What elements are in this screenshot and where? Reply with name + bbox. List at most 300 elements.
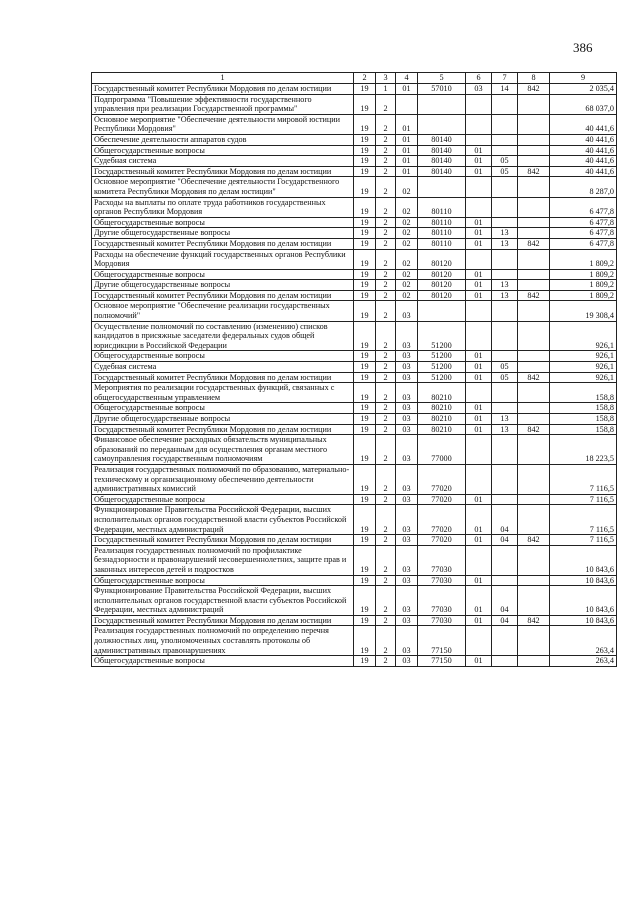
code-cell bbox=[518, 545, 550, 575]
code-cell: 2 bbox=[376, 145, 396, 156]
table-row bbox=[92, 494, 617, 505]
code-cell: 842 bbox=[518, 615, 550, 626]
code-cell: 01 bbox=[466, 615, 492, 626]
code-cell: 01 bbox=[466, 403, 492, 414]
row-name-cell: Государственный комитет Республики Мордовия по делам юстиции bbox=[92, 372, 354, 383]
code-cell: 05 bbox=[492, 166, 518, 177]
table-row bbox=[92, 424, 617, 435]
code-cell: 03 bbox=[396, 615, 418, 626]
amount-cell: 7 116,5 bbox=[550, 464, 617, 494]
table-row bbox=[92, 114, 617, 134]
code-cell: 03 bbox=[396, 494, 418, 505]
code-cell: 01 bbox=[466, 586, 492, 616]
code-cell: 05 bbox=[492, 156, 518, 167]
code-cell: 80110 bbox=[418, 197, 466, 217]
code-cell bbox=[518, 586, 550, 616]
table-row bbox=[92, 145, 617, 156]
code-cell: 03 bbox=[396, 626, 418, 656]
code-cell bbox=[418, 114, 466, 134]
code-cell bbox=[518, 217, 550, 228]
code-cell: 02 bbox=[396, 238, 418, 249]
code-cell: 01 bbox=[466, 145, 492, 156]
amount-cell: 926,1 bbox=[550, 321, 617, 351]
table-header-row bbox=[92, 73, 617, 84]
row-name-cell: Общегосударственные вопросы bbox=[92, 217, 354, 228]
row-name-cell: Основное мероприятие "Обеспечение реализации государственных полномочий" bbox=[92, 301, 354, 321]
code-cell bbox=[466, 177, 492, 197]
table-row bbox=[92, 435, 617, 465]
table-row bbox=[92, 166, 617, 177]
code-cell: 51200 bbox=[418, 351, 466, 362]
code-cell: 03 bbox=[396, 414, 418, 425]
code-cell bbox=[466, 249, 492, 269]
code-cell: 19 bbox=[354, 321, 376, 351]
code-cell bbox=[492, 351, 518, 362]
code-cell bbox=[466, 626, 492, 656]
code-cell bbox=[492, 494, 518, 505]
code-cell: 02 bbox=[396, 177, 418, 197]
code-cell: 02 bbox=[396, 290, 418, 301]
code-cell: 01 bbox=[396, 114, 418, 134]
code-cell: 19 bbox=[354, 383, 376, 403]
row-name-cell: Общегосударственные вопросы bbox=[92, 575, 354, 586]
amount-cell: 40 441,6 bbox=[550, 114, 617, 134]
amount-cell: 40 441,6 bbox=[550, 166, 617, 177]
code-cell bbox=[492, 403, 518, 414]
amount-cell: 926,1 bbox=[550, 351, 617, 362]
code-cell: 03 bbox=[396, 545, 418, 575]
code-cell: 19 bbox=[354, 535, 376, 546]
code-cell bbox=[492, 464, 518, 494]
code-cell: 19 bbox=[354, 656, 376, 667]
code-cell: 80210 bbox=[418, 414, 466, 425]
code-cell: 19 bbox=[354, 414, 376, 425]
code-cell bbox=[518, 145, 550, 156]
code-cell: 19 bbox=[354, 217, 376, 228]
code-cell: 842 bbox=[518, 290, 550, 301]
row-name-cell: Общегосударственные вопросы bbox=[92, 351, 354, 362]
code-cell: 02 bbox=[396, 197, 418, 217]
code-cell: 01 bbox=[396, 166, 418, 177]
table-row bbox=[92, 383, 617, 403]
code-cell: 19 bbox=[354, 586, 376, 616]
code-cell: 04 bbox=[492, 615, 518, 626]
row-name-cell: Другие общегосударственные вопросы bbox=[92, 228, 354, 239]
code-cell bbox=[492, 575, 518, 586]
column-header: 2 bbox=[354, 73, 376, 84]
code-cell: 03 bbox=[396, 535, 418, 546]
table-row bbox=[92, 94, 617, 114]
code-cell: 842 bbox=[518, 166, 550, 177]
amount-cell: 2 035,4 bbox=[550, 84, 617, 95]
table-row bbox=[92, 464, 617, 494]
row-name-cell: Реализация государственных полномочий по профилактике безнадзорности и правонарушений несовершеннолетних, защите прав и законных интересов детей и подростков bbox=[92, 545, 354, 575]
amount-cell: 158,8 bbox=[550, 414, 617, 425]
code-cell: 2 bbox=[376, 197, 396, 217]
code-cell: 19 bbox=[354, 435, 376, 465]
code-cell: 80210 bbox=[418, 424, 466, 435]
row-name-cell: Обеспечение деятельности аппаратов судов bbox=[92, 134, 354, 145]
code-cell: 80140 bbox=[418, 156, 466, 167]
table-row bbox=[92, 656, 617, 667]
code-cell: 01 bbox=[466, 575, 492, 586]
code-cell bbox=[518, 403, 550, 414]
table-row bbox=[92, 321, 617, 351]
column-header: 6 bbox=[466, 73, 492, 84]
code-cell: 01 bbox=[396, 134, 418, 145]
code-cell bbox=[466, 464, 492, 494]
code-cell: 2 bbox=[376, 464, 396, 494]
code-cell: 19 bbox=[354, 94, 376, 114]
code-cell: 2 bbox=[376, 615, 396, 626]
table-row bbox=[92, 280, 617, 291]
code-cell bbox=[518, 505, 550, 535]
column-header: 5 bbox=[418, 73, 466, 84]
code-cell bbox=[518, 351, 550, 362]
code-cell: 03 bbox=[396, 435, 418, 465]
code-cell bbox=[492, 114, 518, 134]
code-cell bbox=[518, 464, 550, 494]
row-name-cell: Другие общегосударственные вопросы bbox=[92, 280, 354, 291]
amount-cell: 158,8 bbox=[550, 403, 617, 414]
code-cell: 03 bbox=[466, 84, 492, 95]
table-row bbox=[92, 626, 617, 656]
code-cell bbox=[418, 177, 466, 197]
code-cell: 01 bbox=[466, 290, 492, 301]
budget-table bbox=[91, 72, 617, 667]
code-cell: 2 bbox=[376, 362, 396, 373]
code-cell: 13 bbox=[492, 280, 518, 291]
amount-cell: 8 287,0 bbox=[550, 177, 617, 197]
code-cell bbox=[418, 94, 466, 114]
code-cell: 01 bbox=[466, 280, 492, 291]
row-name-cell: Общегосударственные вопросы bbox=[92, 269, 354, 280]
code-cell: 01 bbox=[466, 217, 492, 228]
code-cell: 2 bbox=[376, 575, 396, 586]
code-cell: 19 bbox=[354, 269, 376, 280]
amount-cell: 6 477,8 bbox=[550, 228, 617, 239]
table-row bbox=[92, 269, 617, 280]
code-cell: 03 bbox=[396, 362, 418, 373]
amount-cell: 263,4 bbox=[550, 656, 617, 667]
row-name-cell: Государственный комитет Республики Мордовия по делам юстиции bbox=[92, 535, 354, 546]
code-cell: 01 bbox=[396, 156, 418, 167]
code-cell: 02 bbox=[396, 269, 418, 280]
code-cell: 19 bbox=[354, 372, 376, 383]
code-cell: 13 bbox=[492, 414, 518, 425]
code-cell: 842 bbox=[518, 372, 550, 383]
table-row bbox=[92, 414, 617, 425]
code-cell: 2 bbox=[376, 166, 396, 177]
amount-cell: 926,1 bbox=[550, 362, 617, 373]
amount-cell: 1 809,2 bbox=[550, 269, 617, 280]
table-row bbox=[92, 197, 617, 217]
amount-cell: 19 308,4 bbox=[550, 301, 617, 321]
code-cell: 2 bbox=[376, 156, 396, 167]
code-cell: 2 bbox=[376, 177, 396, 197]
code-cell: 19 bbox=[354, 166, 376, 177]
row-name-cell: Финансовое обеспечение расходных обязательств муниципальных образований по переданным для осуществления органам местного самоуправления государственным полномочиям bbox=[92, 435, 354, 465]
code-cell: 2 bbox=[376, 290, 396, 301]
row-name-cell: Мероприятия по реализации государственных функций, связанных с общегосударственным управлением bbox=[92, 383, 354, 403]
code-cell: 2 bbox=[376, 626, 396, 656]
code-cell: 03 bbox=[396, 383, 418, 403]
row-name-cell: Государственный комитет Республики Мордовия по делам юстиции bbox=[92, 166, 354, 177]
code-cell: 01 bbox=[466, 505, 492, 535]
table-row bbox=[92, 535, 617, 546]
code-cell: 2 bbox=[376, 217, 396, 228]
code-cell: 19 bbox=[354, 545, 376, 575]
row-name-cell: Функционирование Правительства Российской Федерации, высших исполнительных органов государственной власти субъектов Российской Федерации, местных администраций bbox=[92, 586, 354, 616]
code-cell: 842 bbox=[518, 84, 550, 95]
code-cell: 03 bbox=[396, 403, 418, 414]
code-cell: 2 bbox=[376, 656, 396, 667]
code-cell: 80140 bbox=[418, 145, 466, 156]
code-cell bbox=[418, 301, 466, 321]
code-cell bbox=[466, 94, 492, 114]
amount-cell: 1 809,2 bbox=[550, 280, 617, 291]
code-cell: 02 bbox=[396, 249, 418, 269]
code-cell: 19 bbox=[354, 114, 376, 134]
code-cell bbox=[492, 197, 518, 217]
row-name-cell: Подпрограмма "Повышение эффективности государственного управления при реализации Государственной программы" bbox=[92, 94, 354, 114]
code-cell: 2 bbox=[376, 351, 396, 362]
amount-cell: 7 116,5 bbox=[550, 494, 617, 505]
code-cell: 03 bbox=[396, 424, 418, 435]
code-cell: 01 bbox=[466, 424, 492, 435]
code-cell: 19 bbox=[354, 615, 376, 626]
code-cell: 01 bbox=[396, 145, 418, 156]
row-name-cell: Государственный комитет Республики Мордовия по делам юстиции bbox=[92, 424, 354, 435]
code-cell: 2 bbox=[376, 505, 396, 535]
code-cell: 80120 bbox=[418, 269, 466, 280]
code-cell: 51200 bbox=[418, 372, 466, 383]
table-row bbox=[92, 228, 617, 239]
code-cell: 80140 bbox=[418, 134, 466, 145]
code-cell: 19 bbox=[354, 351, 376, 362]
code-cell: 80120 bbox=[418, 280, 466, 291]
code-cell: 01 bbox=[466, 269, 492, 280]
table-row bbox=[92, 372, 617, 383]
code-cell bbox=[466, 114, 492, 134]
code-cell: 01 bbox=[466, 535, 492, 546]
code-cell: 19 bbox=[354, 626, 376, 656]
code-cell bbox=[518, 134, 550, 145]
code-cell bbox=[518, 383, 550, 403]
code-cell: 03 bbox=[396, 351, 418, 362]
code-cell bbox=[518, 114, 550, 134]
code-cell bbox=[492, 249, 518, 269]
row-name-cell: Расходы на выплаты по оплате труда работников государственных органов Республики Мордовия bbox=[92, 197, 354, 217]
code-cell: 19 bbox=[354, 505, 376, 535]
table-row bbox=[92, 238, 617, 249]
code-cell: 2 bbox=[376, 424, 396, 435]
code-cell bbox=[492, 145, 518, 156]
amount-cell: 6 477,8 bbox=[550, 217, 617, 228]
table-row bbox=[92, 615, 617, 626]
amount-cell: 40 441,6 bbox=[550, 145, 617, 156]
code-cell bbox=[518, 362, 550, 373]
code-cell: 19 bbox=[354, 145, 376, 156]
code-cell: 80110 bbox=[418, 238, 466, 249]
code-cell bbox=[492, 435, 518, 465]
code-cell: 77020 bbox=[418, 494, 466, 505]
code-cell: 51200 bbox=[418, 321, 466, 351]
table-row bbox=[92, 351, 617, 362]
code-cell bbox=[492, 656, 518, 667]
code-cell: 77030 bbox=[418, 575, 466, 586]
code-cell: 03 bbox=[396, 575, 418, 586]
code-cell: 13 bbox=[492, 238, 518, 249]
code-cell: 80210 bbox=[418, 383, 466, 403]
code-cell bbox=[466, 435, 492, 465]
amount-cell: 10 843,6 bbox=[550, 615, 617, 626]
code-cell: 2 bbox=[376, 372, 396, 383]
code-cell: 842 bbox=[518, 535, 550, 546]
code-cell: 01 bbox=[466, 494, 492, 505]
code-cell bbox=[518, 177, 550, 197]
code-cell: 77030 bbox=[418, 615, 466, 626]
page-number: 386 bbox=[573, 40, 593, 55]
code-cell bbox=[518, 414, 550, 425]
code-cell: 03 bbox=[396, 505, 418, 535]
code-cell: 01 bbox=[466, 414, 492, 425]
code-cell: 77030 bbox=[418, 586, 466, 616]
amount-cell: 40 441,6 bbox=[550, 156, 617, 167]
amount-cell: 1 809,2 bbox=[550, 249, 617, 269]
code-cell bbox=[492, 321, 518, 351]
amount-cell: 10 843,6 bbox=[550, 545, 617, 575]
code-cell: 19 bbox=[354, 424, 376, 435]
code-cell: 01 bbox=[466, 166, 492, 177]
code-cell: 04 bbox=[492, 535, 518, 546]
code-cell bbox=[518, 301, 550, 321]
code-cell bbox=[466, 197, 492, 217]
code-cell: 2 bbox=[376, 269, 396, 280]
code-cell: 57010 bbox=[418, 84, 466, 95]
code-cell: 19 bbox=[354, 238, 376, 249]
column-header: 4 bbox=[396, 73, 418, 84]
row-name-cell: Государственный комитет Республики Мордовия по делам юстиции bbox=[92, 238, 354, 249]
code-cell: 01 bbox=[466, 372, 492, 383]
code-cell: 842 bbox=[518, 424, 550, 435]
table-row bbox=[92, 156, 617, 167]
code-cell: 05 bbox=[492, 362, 518, 373]
code-cell: 19 bbox=[354, 403, 376, 414]
code-cell: 2 bbox=[376, 435, 396, 465]
code-cell: 77020 bbox=[418, 535, 466, 546]
code-cell bbox=[492, 94, 518, 114]
code-cell: 01 bbox=[466, 362, 492, 373]
code-cell bbox=[518, 321, 550, 351]
code-cell: 77020 bbox=[418, 464, 466, 494]
row-name-cell: Общегосударственные вопросы bbox=[92, 145, 354, 156]
row-name-cell: Реализация государственных полномочий по образованию, материально-техническому и организационному обеспечению деятельности административных комиссий bbox=[92, 464, 354, 494]
code-cell: 77020 bbox=[418, 505, 466, 535]
code-cell bbox=[518, 656, 550, 667]
code-cell: 2 bbox=[376, 228, 396, 239]
code-cell bbox=[492, 626, 518, 656]
code-cell: 01 bbox=[466, 351, 492, 362]
code-cell: 19 bbox=[354, 134, 376, 145]
code-cell: 19 bbox=[354, 362, 376, 373]
code-cell: 2 bbox=[376, 403, 396, 414]
row-name-cell: Государственный комитет Республики Мордовия по делам юстиции bbox=[92, 290, 354, 301]
code-cell bbox=[518, 249, 550, 269]
amount-cell: 158,8 bbox=[550, 383, 617, 403]
code-cell: 19 bbox=[354, 197, 376, 217]
code-cell: 2 bbox=[376, 383, 396, 403]
code-cell: 03 bbox=[396, 372, 418, 383]
code-cell bbox=[518, 494, 550, 505]
row-name-cell: Судебная система bbox=[92, 362, 354, 373]
code-cell bbox=[466, 301, 492, 321]
code-cell: 19 bbox=[354, 494, 376, 505]
code-cell bbox=[492, 177, 518, 197]
code-cell bbox=[466, 545, 492, 575]
code-cell bbox=[396, 94, 418, 114]
code-cell: 2 bbox=[376, 535, 396, 546]
amount-cell: 40 441,6 bbox=[550, 134, 617, 145]
row-name-cell: Общегосударственные вопросы bbox=[92, 656, 354, 667]
code-cell: 19 bbox=[354, 290, 376, 301]
table-row bbox=[92, 290, 617, 301]
code-cell: 13 bbox=[492, 424, 518, 435]
amount-cell: 10 843,6 bbox=[550, 575, 617, 586]
row-name-cell: Общегосударственные вопросы bbox=[92, 494, 354, 505]
code-cell: 77150 bbox=[418, 626, 466, 656]
row-name-cell: Общегосударственные вопросы bbox=[92, 403, 354, 414]
code-cell: 2 bbox=[376, 301, 396, 321]
code-cell: 02 bbox=[396, 280, 418, 291]
code-cell: 2 bbox=[376, 414, 396, 425]
code-cell: 842 bbox=[518, 238, 550, 249]
code-cell bbox=[518, 156, 550, 167]
column-header: 9 bbox=[550, 73, 617, 84]
table-row bbox=[92, 362, 617, 373]
code-cell: 03 bbox=[396, 586, 418, 616]
table-row bbox=[92, 217, 617, 228]
amount-cell: 158,8 bbox=[550, 424, 617, 435]
code-cell: 77000 bbox=[418, 435, 466, 465]
row-name-cell: Другие общегосударственные вопросы bbox=[92, 414, 354, 425]
code-cell: 19 bbox=[354, 249, 376, 269]
code-cell: 80110 bbox=[418, 217, 466, 228]
code-cell: 2 bbox=[376, 494, 396, 505]
code-cell: 01 bbox=[466, 238, 492, 249]
code-cell: 14 bbox=[492, 84, 518, 95]
amount-cell: 6 477,8 bbox=[550, 238, 617, 249]
code-cell: 03 bbox=[396, 321, 418, 351]
row-name-cell: Осуществление полномочий по составлению (изменению) списков кандидатов в присяжные заседатели федеральных судов общей юрисдикции в Российской Федерации bbox=[92, 321, 354, 351]
code-cell: 51200 bbox=[418, 362, 466, 373]
table-row bbox=[92, 249, 617, 269]
code-cell: 13 bbox=[492, 228, 518, 239]
code-cell: 2 bbox=[376, 114, 396, 134]
code-cell: 03 bbox=[396, 301, 418, 321]
code-cell: 80140 bbox=[418, 166, 466, 177]
table-row bbox=[92, 505, 617, 535]
code-cell: 01 bbox=[466, 156, 492, 167]
code-cell: 2 bbox=[376, 545, 396, 575]
code-cell: 19 bbox=[354, 177, 376, 197]
code-cell: 2 bbox=[376, 586, 396, 616]
code-cell: 2 bbox=[376, 238, 396, 249]
code-cell bbox=[518, 197, 550, 217]
table-row bbox=[92, 177, 617, 197]
code-cell bbox=[492, 383, 518, 403]
code-cell bbox=[466, 383, 492, 403]
